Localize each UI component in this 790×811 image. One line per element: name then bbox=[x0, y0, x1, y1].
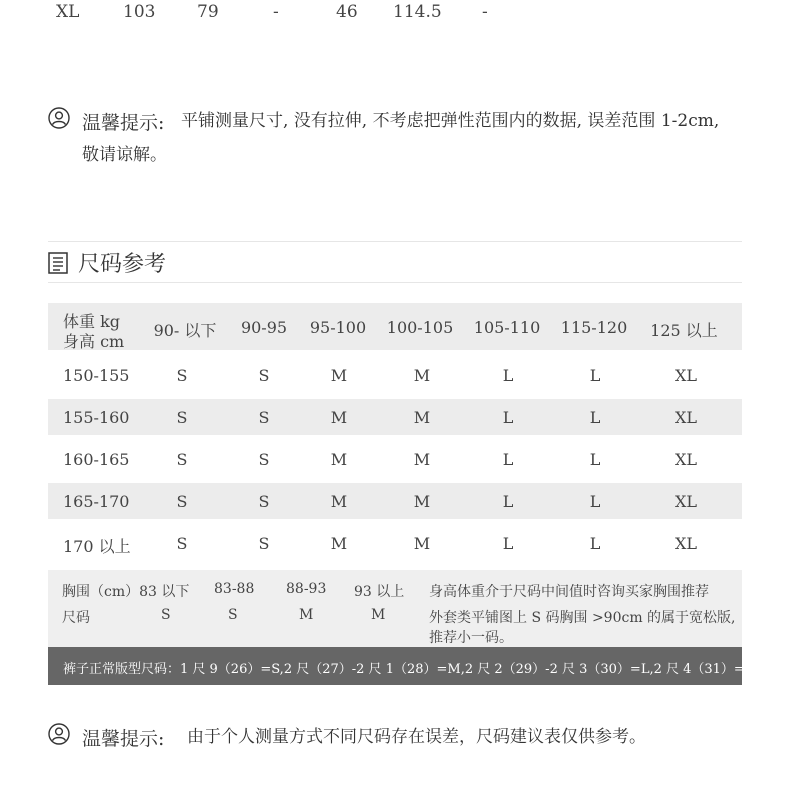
top-row-cell: - bbox=[482, 2, 488, 22]
size-cell: M bbox=[413, 408, 431, 427]
size-cell: S bbox=[176, 366, 188, 385]
height-range: 160-165 bbox=[63, 450, 130, 469]
chest-size-cell: M bbox=[299, 607, 314, 623]
size-cell: S bbox=[258, 408, 270, 427]
size-cell: XL bbox=[674, 366, 698, 385]
size-cell: S bbox=[176, 534, 188, 553]
size-cell: S bbox=[176, 450, 188, 469]
tip-text-line2: 敬请谅解。 bbox=[82, 145, 167, 165]
height-range: 155-160 bbox=[63, 408, 130, 427]
chest-range: 88-93 bbox=[286, 581, 327, 597]
weight-range: 100-105 bbox=[386, 318, 454, 337]
height-range: 165-170 bbox=[63, 492, 130, 511]
chest-range: 83-88 bbox=[214, 581, 255, 597]
pants-size-text: 裤子正常版型尺码：1 尺 9（26）=S,2 尺（27）-2 尺 1（28）=M,2 尺 2（29）-2 尺 3（30）=L,2 尺 4（31）=XL bbox=[63, 662, 763, 677]
chest-size-table bbox=[48, 570, 742, 647]
person-circle-icon bbox=[48, 107, 70, 129]
size-cell: L bbox=[589, 492, 601, 511]
top-row-cell: 114.5 bbox=[393, 2, 442, 22]
size-cell: S bbox=[258, 492, 270, 511]
chest-header: 胸围（cm）83 以下 bbox=[62, 584, 190, 600]
size-cell: S bbox=[258, 450, 270, 469]
size-cell: L bbox=[502, 492, 514, 511]
tip-title: 温馨提示: bbox=[82, 728, 165, 750]
size-cell: L bbox=[589, 366, 601, 385]
size-cell: XL bbox=[674, 534, 698, 553]
divider bbox=[48, 241, 742, 242]
size-cell: XL bbox=[674, 408, 698, 427]
size-cell: L bbox=[589, 450, 601, 469]
chest-note: 推荐小一码。 bbox=[429, 630, 513, 646]
pants-size-note bbox=[48, 647, 763, 685]
chest-size-cell: M bbox=[371, 607, 386, 623]
tip-text: 由于个人测量方式不同尺码存在误差，尺码建议表仅供参考。 bbox=[187, 727, 646, 747]
size-cell: M bbox=[413, 366, 431, 385]
size-cell: M bbox=[330, 534, 348, 553]
chest-size-cell: S bbox=[228, 607, 238, 623]
size-cell: XL bbox=[674, 492, 698, 511]
weight-range: 95-100 bbox=[309, 318, 367, 337]
size-cell: L bbox=[502, 408, 514, 427]
size-cell: L bbox=[589, 408, 601, 427]
size-cell: S bbox=[258, 534, 270, 553]
size-cell: M bbox=[330, 366, 348, 385]
tip-text-line1: 平铺测量尺寸, 没有拉伸, 不考虑把弹性范围内的数据, 误差范围 1-2cm, bbox=[181, 111, 720, 131]
size-cell: M bbox=[330, 492, 348, 511]
height-range: 150-155 bbox=[63, 366, 130, 385]
chest-note: 外套类平铺图上 S 码胸围 >90cm 的属于宽松版, bbox=[429, 610, 736, 626]
height-range: 170 以上 bbox=[63, 537, 131, 556]
table-row-background bbox=[48, 483, 742, 519]
size-cell: L bbox=[502, 534, 514, 553]
size-cell: M bbox=[413, 492, 431, 511]
size-cell: S bbox=[258, 366, 270, 385]
chest-size-cell: S bbox=[161, 607, 171, 623]
height-header: 身高 cm bbox=[63, 332, 125, 351]
weight-range: 125 以上 bbox=[650, 321, 718, 340]
chest-range: 93 以上 bbox=[354, 584, 405, 600]
size-label: 尺码 bbox=[62, 610, 90, 626]
table-row-background bbox=[48, 399, 742, 435]
divider bbox=[48, 282, 742, 283]
chest-note: 身高体重介于尺码中间值时咨询买家胸围推荐 bbox=[429, 584, 709, 600]
section-title: 尺码参考 bbox=[78, 252, 167, 277]
size-cell: M bbox=[330, 408, 348, 427]
size-cell: M bbox=[330, 450, 348, 469]
size-cell: S bbox=[176, 408, 188, 427]
size-cell: S bbox=[176, 492, 188, 511]
tip-title: 温馨提示: bbox=[82, 112, 165, 134]
size-cell: M bbox=[413, 450, 431, 469]
top-row-cell: 103 bbox=[123, 2, 156, 22]
top-row-cell: - bbox=[273, 2, 279, 22]
document-list-icon bbox=[48, 252, 68, 274]
size-cell: XL bbox=[674, 450, 698, 469]
weight-range: 90- 以下 bbox=[153, 321, 217, 340]
weight-header: 体重 kg bbox=[63, 312, 121, 331]
size-cell: L bbox=[502, 366, 514, 385]
weight-range: 115-120 bbox=[560, 318, 628, 337]
weight-range: 105-110 bbox=[473, 318, 541, 337]
person-circle-icon bbox=[48, 723, 70, 745]
top-row-cell: 79 bbox=[197, 2, 219, 22]
size-cell: M bbox=[413, 534, 431, 553]
top-row-cell: 46 bbox=[336, 2, 358, 22]
size-cell: L bbox=[589, 534, 601, 553]
weight-range: 90-95 bbox=[240, 318, 288, 337]
size-cell: L bbox=[502, 450, 514, 469]
top-row-cell: XL bbox=[56, 2, 80, 22]
